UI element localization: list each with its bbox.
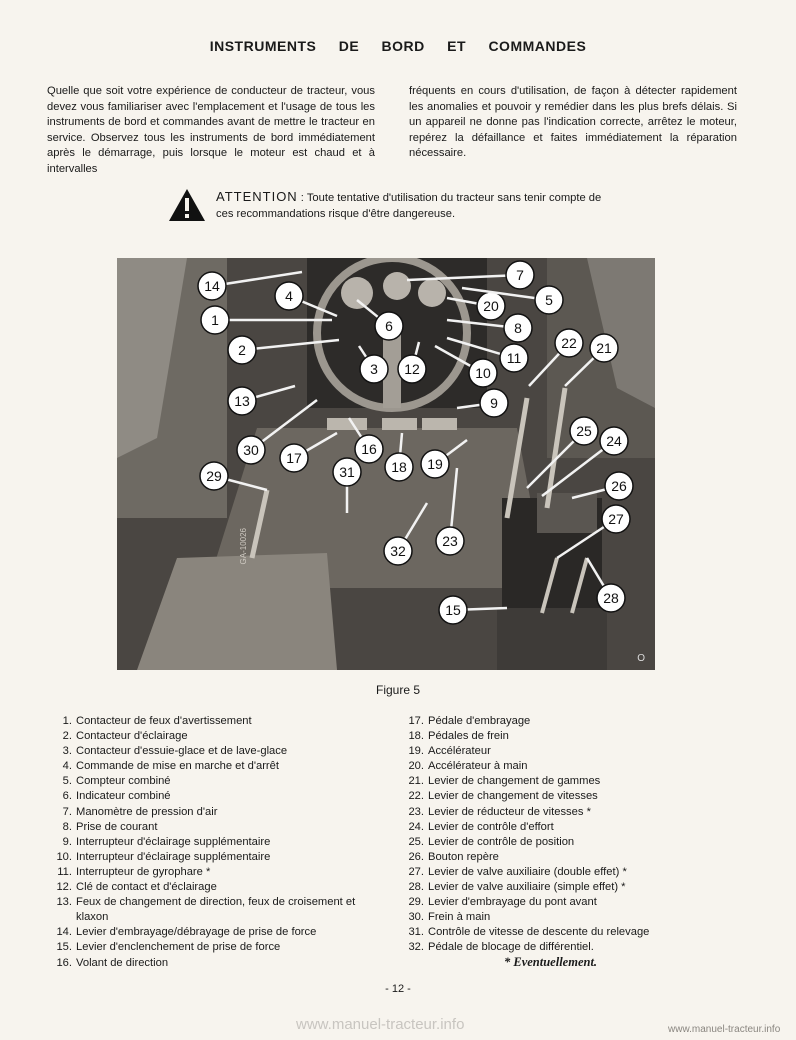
legend-number: 19. [408, 745, 424, 758]
legend-number: 27. [408, 865, 424, 878]
legend-item [50, 729, 390, 744]
callout-number: 15 [445, 602, 461, 618]
legend-label: Interrupteur d'éclairage supplémentaire [76, 835, 271, 848]
legend-number: 22. [408, 790, 424, 803]
legend-number: 17. [408, 715, 424, 727]
legend-label: Pédale de blocage de différentiel. [428, 941, 594, 954]
legend-item [50, 805, 390, 820]
legend-label: Levier de valve auxiliaire (double effet) * [428, 865, 627, 878]
legend-number: 32. [408, 941, 424, 954]
legend-item [50, 940, 390, 955]
callout-number: 25 [576, 423, 592, 439]
legend-item [50, 820, 390, 835]
legend-label: Levier de contrôle de position [428, 835, 575, 848]
legend-item [402, 789, 702, 804]
legend-number: 5. [62, 775, 72, 788]
callout-number: 28 [603, 590, 619, 606]
callout-number: 4 [285, 288, 293, 304]
legend-number: 3. [62, 745, 72, 758]
legend-item [402, 925, 702, 940]
watermark-corner: www.manuel-tracteur.info [668, 1024, 781, 1035]
legend-number: 4. [62, 760, 72, 773]
legend-right [402, 714, 702, 956]
legend-label: Commande de mise en marche et d'arrêt [76, 760, 279, 773]
legend-item [402, 744, 702, 759]
legend-item [402, 850, 702, 865]
legend-number: 1. [62, 715, 72, 727]
legend-number: 29. [408, 896, 424, 909]
legend-label: Contacteur d'essuie-glace et de lave-glace [76, 745, 288, 758]
legend-item [402, 820, 702, 835]
callout-number: 14 [204, 278, 220, 294]
legend-number: 9. [62, 835, 72, 848]
callout-number: 32 [390, 543, 406, 559]
legend-label: Contrôle de vitesse de descente du relevage [428, 926, 650, 939]
callout-number: 21 [596, 340, 612, 356]
legend-label: Manomètre de pression d'air [76, 805, 218, 818]
legend-item [50, 925, 390, 940]
callout-number: 13 [234, 393, 250, 409]
callout-number: 11 [506, 350, 522, 366]
legend-label: Levier d'enclenchement de prise de force [76, 941, 281, 954]
legend-number: 28. [408, 881, 424, 894]
legend-label: Clé de contact et d'éclairage [76, 881, 217, 894]
legend-number: 6. [62, 790, 72, 803]
intro-column-1: Quelle que soit votre expérience de conducteur de tracteur, vous devez vous familiariser avec l'emplacement et l'usage de tous les instruments de bord et commandes avant de mettre le tracteur en service. Observez tous les instruments de bord immédiatement après le démarrage, puis lorsque le moteur est chaud et à intervalles [47, 85, 375, 175]
photo-code: GA-10026 [239, 528, 248, 565]
intro-text [47, 84, 737, 178]
legend-label: Compteur combiné [76, 775, 171, 788]
legend-number: 14. [56, 926, 72, 939]
legend-item [402, 910, 702, 925]
callout-number: 29 [206, 468, 222, 484]
legend-item [50, 850, 390, 865]
legend-number: 23. [408, 805, 424, 818]
legend-number: 7. [62, 805, 72, 818]
callout-number: 9 [490, 395, 498, 411]
legend-number: 20. [408, 760, 424, 773]
footnote: * Eventuellement. [504, 955, 598, 969]
legend-number: 16. [56, 956, 72, 969]
legend-number: 25. [408, 835, 424, 848]
callout-number: 7 [516, 267, 524, 283]
callout-number: 17 [286, 450, 302, 466]
legend-label: Frein à main [428, 911, 491, 924]
legend-item [50, 789, 390, 804]
legend-number: 12. [56, 881, 72, 894]
legend-item [402, 835, 702, 850]
callout-number: 31 [339, 464, 355, 480]
legend-label: Prise de courant [76, 820, 158, 833]
warning-icon [168, 188, 206, 222]
legend-item [402, 895, 702, 910]
callout-number: 22 [561, 335, 577, 351]
legend-item [50, 880, 390, 895]
legend-number: 26. [408, 850, 424, 863]
legend-label: Pédales de frein [428, 730, 509, 743]
page-number: - 12 - [385, 983, 411, 995]
figure-caption: Figure 5 [375, 683, 421, 697]
legend-number: 24. [408, 820, 424, 833]
legend-label: Feux de changement de direction, feux de croisement et klaxon [76, 896, 356, 924]
callout-number: 18 [391, 459, 407, 475]
legend-item [402, 729, 702, 744]
legend-item [402, 774, 702, 789]
cab-photo [117, 258, 655, 670]
legend-label: Levier de valve auxiliaire (simple effet) * [428, 881, 626, 894]
legend-number: 10. [56, 850, 72, 863]
legend-item [50, 744, 390, 759]
intro-column-2: fréquents en cours d'utilisation, de façon à détecter rapidement les anomalies et pouvoir y remédier dans les plus brefs délais. Si un appareil ne donne pas l'indication correcte, arrêtez le moteur, repérez la défaillance et faites immédiatement la réparation nécessaire. [409, 85, 737, 160]
legend-number: 18. [408, 730, 424, 743]
callout-number: 23 [442, 533, 458, 549]
legend-label: Accélérateur à main [428, 760, 528, 773]
callout-number: 6 [385, 318, 393, 334]
legend-label: Levier de changement de gammes [428, 775, 601, 788]
legend-left [50, 714, 390, 971]
legend-label: Levier d'embrayage/débrayage de prise de force [76, 926, 317, 939]
legend-item [50, 774, 390, 789]
legend-label: Accélérateur [428, 745, 491, 758]
callout-number: 8 [514, 320, 522, 336]
cab-illustration [117, 258, 655, 670]
callout-number: 19 [427, 456, 443, 472]
legend-item [50, 895, 390, 925]
warning-box [168, 188, 608, 224]
legend-number: 13. [56, 896, 72, 909]
callout-number: 10 [475, 365, 491, 381]
legend-number: 21. [408, 775, 424, 788]
legend-item [402, 865, 702, 880]
legend-number: 31. [408, 926, 424, 939]
watermark-main: www.manuel-tracteur.info [296, 1016, 465, 1033]
legend-item [402, 805, 702, 820]
legend-label: Levier de contrôle d'effort [428, 820, 554, 833]
legend-number: 15. [56, 941, 72, 954]
legend-item [50, 759, 390, 774]
callout-number: 1 [211, 312, 219, 328]
warning-text [216, 189, 616, 222]
callout-number: 26 [611, 478, 627, 494]
legend-label: Interrupteur d'éclairage supplémentaire [76, 850, 271, 863]
legend-item [50, 865, 390, 880]
legend-item [402, 759, 702, 774]
callout-number: 24 [606, 433, 622, 449]
legend-label: Contacteur de feux d'avertissement [76, 715, 252, 727]
callout-number: 16 [361, 441, 377, 457]
warning-body: : Toute tentative d'utilisation du tracteur sans tenir compte de ces recommandations risque d'être dangereuse. [216, 192, 602, 220]
legend-item [50, 956, 390, 971]
legend-label: Pédale d'embrayage [428, 715, 531, 727]
legend-number: 8. [62, 820, 72, 833]
legend-number: 2. [62, 730, 72, 743]
photo-corner-mark: O [637, 653, 645, 664]
callout-number: 2 [238, 342, 246, 358]
legend-item [402, 940, 702, 955]
legend-label: Bouton repère [428, 850, 499, 863]
callout-number: 20 [483, 298, 499, 314]
legend-item [50, 835, 390, 850]
callout-number: 5 [545, 292, 553, 308]
warning-heading: ATTENTION [216, 189, 298, 204]
callout-number: 3 [370, 361, 378, 377]
legend-number: 11. [57, 865, 72, 878]
legend-label: Interrupteur de gyrophare * [76, 865, 211, 878]
page-title: INSTRUMENTS DE BORD ET COMMANDES [209, 38, 587, 54]
legend-number: 30. [408, 911, 424, 924]
callout-number: 30 [243, 442, 259, 458]
legend-label: Indicateur combiné [76, 790, 171, 803]
callout-number: 27 [608, 511, 624, 527]
legend-label: Levier de réducteur de vitesses * [428, 805, 591, 818]
legend-item [50, 714, 390, 729]
callout-number: 12 [404, 361, 420, 377]
legend-label: Contacteur d'éclairage [76, 730, 188, 743]
legend-item [402, 880, 702, 895]
legend-label: Levier d'embrayage du pont avant [428, 896, 597, 909]
legend-label: Volant de direction [76, 956, 169, 969]
legend-item [402, 714, 702, 729]
legend-label: Levier de changement de vitesses [428, 790, 598, 803]
